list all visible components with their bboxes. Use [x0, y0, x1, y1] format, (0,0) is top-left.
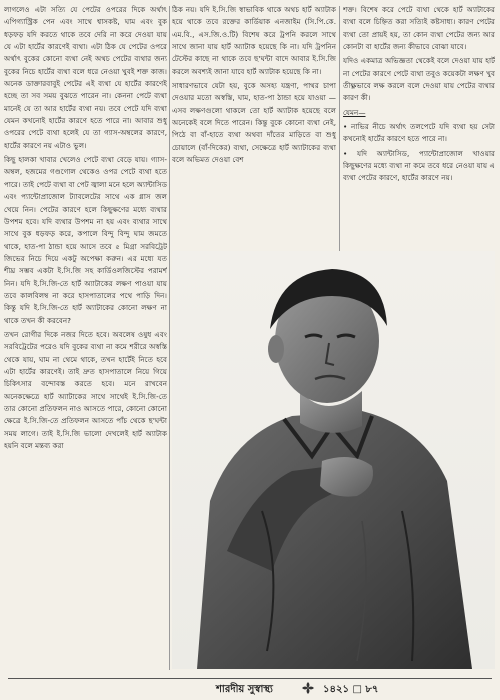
paragraph: সাধারণভাবে যেটা হয়, বুকে অসহ্য যন্ত্রণা, পাথর চাপা দেওয়ার মতো অস্বস্তি, ঘাম, হাত-পা ঠান্ডা হয়ে যাওয়া — এসব লক্ষণগুলো থাকলে তো হার্ট অ্যাটাক হয়েছে বলে অনেকেই বলে দিতে পারেন। কিন্তু বুকে কোনো ব্যথা নেই, পিঠে বা বাঁ-হাতে ব্যথা অথবা দাঁতের মাড়িতে বা শুধু চোয়ালে (বাঁ-দিকের) ব্যথা, সেক্ষেত্রে হার্ট অ্যাটাকের ব্যথা বলে অভিমত দেওয়া বেশ — [172, 81, 336, 165]
paragraph: লাগলেও এটা সত্যি যে পেটের ওপরের দিকে অর্থাৎ এপিগ্যাস্ট্রিক পেন এবং সাথে শ্বাসকষ্ট, ঘাম এবং বুক ধড়ফড় যদি করতে থাকে তবে দেরি না করে দেওয়া যায় যে এটা হার্টের কারণেই ব্যথা। এটা ঠিক যে পেটের ওপরে অর্থাৎ বুকের কোনো ব্যথা নেই অথচ পেটের ব্যথার জন্য বুকের নিচে হার্টের ব্যথা বলে ধরে নেওয়া খুবই শক্ত কাজ। অনেক ডাক্তারবাবুই পেটের এই ব্যথা যে হার্টের কারণেই হচ্ছে তা সব সময় বুঝতে পারেন না। কেননা পেটে ব্যথা মানেই যে তা আর হার্টের ব্যথা নয়। তবে পেটে যদি ব্যথা যেমন কখনোই হার্টের কারণে হতে পারে না। আবার শুধু ওপরের পেটে ব্যথা হলেই যে তা গ্যাস-অম্বলের কারণে, হার্টের কারণে নয় এটাও ভুল। — [4, 5, 167, 150]
article-column-middle — [172, 4, 336, 244]
page-number: ১৪২১ □ ৮৭ — [323, 684, 379, 695]
page-footer — [0, 678, 500, 698]
paragraph: শক্ত। বিশেষ করে পেটে ব্যথা থেকে হার্ট অ্যাটাকের ব্যথা বলে চিহ্নিত করা সত্যিই কষ্টসাধ্য। কারণ পেটের ব্যথা তো প্রায়ই হয়, তা কোন ব্যথা পেটের জন্য আর কোনটা বা হার্টের জন্য কীভাবে বোঝা যাবে। — [343, 5, 495, 52]
paragraph: যদিও একমাত্র অভিজ্ঞতা থেকেই বলে দেওয়া যায় হার্ট না পেটের কারণে পেটে ব্যথা তবুও কয়েকটা লক্ষণ খুব তীক্ষ্ণভাবে লক্ষ করলে বলে দেওয়া যায় পেটের ব্যথার কারণ কী। — [343, 56, 495, 103]
paragraph: তখন রোগীর দিকে নজর দিতে হবে। অবলেষ ওষুধ এবং সরবিট্রেটের পরেও যদি বুকের ব্যথা না কমে শরীরে অস্বস্তি থেকে যায়, ঘাম না থেমে থাকে, তখন হার্টেই নিতে হবে এটা হার্টের কারণেই। তাই দ্রুত হাসপাতালে নিয়ে গিয়ে চিকিৎসার বন্দোবস্ত করতে হবে। মনে রাখবেন অনেকক্ষেত্রে হার্ট অ্যাটাকের সাথে সাথেই ই.সি.জি-তে তার কোনো প্রতিফলন নাও আসতে পারে, কোনো কোনো ক্ষেত্রে ই.সি.জি-তে প্রতিফলন আসতে পাঁচ থেকে ছ'ঘন্টা সময় লাগে। তাই ই.সি.জি ভালো দেখলেই হার্ট অ্যাটাক হয়নি বলে মন্তব্য করা — [4, 329, 167, 451]
magazine-title: শারদীয় সুস্বাস্থ্য — [216, 684, 273, 695]
list-heading: যেমন— — [343, 107, 366, 117]
bullet-item: • যদি অ্যান্টাসিড, প্যান্টোপ্রাজোল খাওয়ার কিছুক্ষণের মধ্যে ব্যথা না কমে তবে ধরে নেওয়া যায় এ ব্যথা পেটের কারণে, হার্টের কারণে নয়। — [343, 148, 495, 185]
article-column-left — [4, 4, 167, 672]
column-divider — [169, 6, 170, 670]
paragraph: কিছু হালকা খাবার খেলেও পেটে ব্যথা বেড়ে যায়। গ্যাস-অম্বল, হজমের গণ্ডগোল থেকেও ওপর পেটে ব্যথা হতে পারে। তাই পেটে ব্যথা বা পেট জ্বালা মনে হলে অ্যান্টাসিড এবং প্যান্টোপ্রাজোল ট্যাবলেটের সাথে এক গ্লাস জল খেয়ে নিন। পেটের কারণে হলে কিছুক্ষণের মধ্যে ব্যথার উপশম হবে। যদি ব্যথার উপশম না হয় এবং ব্যথার সাথে সাথে বুক ধড়ফড় করে, কপালে বিন্দু বিন্দু ঘাম জমতে থাকে, হাত-পা ঠান্ডা হয়ে আসে তবে ৫ মিগ্রা সরবিট্রেট জিভের নিচে দিয়ে একটু অপেক্ষা করুন। এর মধ্যে যত শীঘ্র সম্ভব একটা ই.সি.জি সহ কার্ডিওলজিস্টের পরামর্শ নিন। যদি ই.সি.জি-তে হার্ট অ্যাটাকের লক্ষণ পাওয়া যায় তবে কালবিলম্ব না করে হাসপাতালের পথে পাড়ি দিন। কিন্তু যদি ই.সি.জি-তে হার্ট অ্যাটাকের কোনো লক্ষণ না থাকে তখন কী করবেন? — [4, 155, 167, 325]
column-divider — [339, 6, 340, 256]
man-clutching-chest-photo — [172, 251, 495, 669]
ornament-icon — [301, 680, 315, 694]
bullet-item: • নাভির নীচে অর্থাৎ তলপেটে যদি ব্যথা হয় সেটা কখনোই হার্টের কারণে হতে পারে না। — [343, 121, 495, 146]
paragraph: ঠিক নয়। যদি ই.সি.জি স্বাভাবিক থাকে অথচ হার্ট অ্যাটাক হয়ে থাকে তবে রক্তের কার্ডিয়াক এনজাইম (সি.পি.কে. এম.বি., এস.জি.ও.টি) বিশেষ করে ট্রপনি করলে সাথে সাথে জানা যায় হার্ট অ্যাটাক হয়েছে কি না। যদি ট্রপনিন টেস্টের কাছে না থাকে তবে ছ'ঘন্টা বাদে আবার ই.সি.জি করলে অবশ্যই জানা যাবে হার্ট অ্যাটাক হয়েছে কি না। — [172, 5, 336, 76]
footer-rule — [8, 678, 492, 679]
article-column-right — [343, 4, 495, 254]
